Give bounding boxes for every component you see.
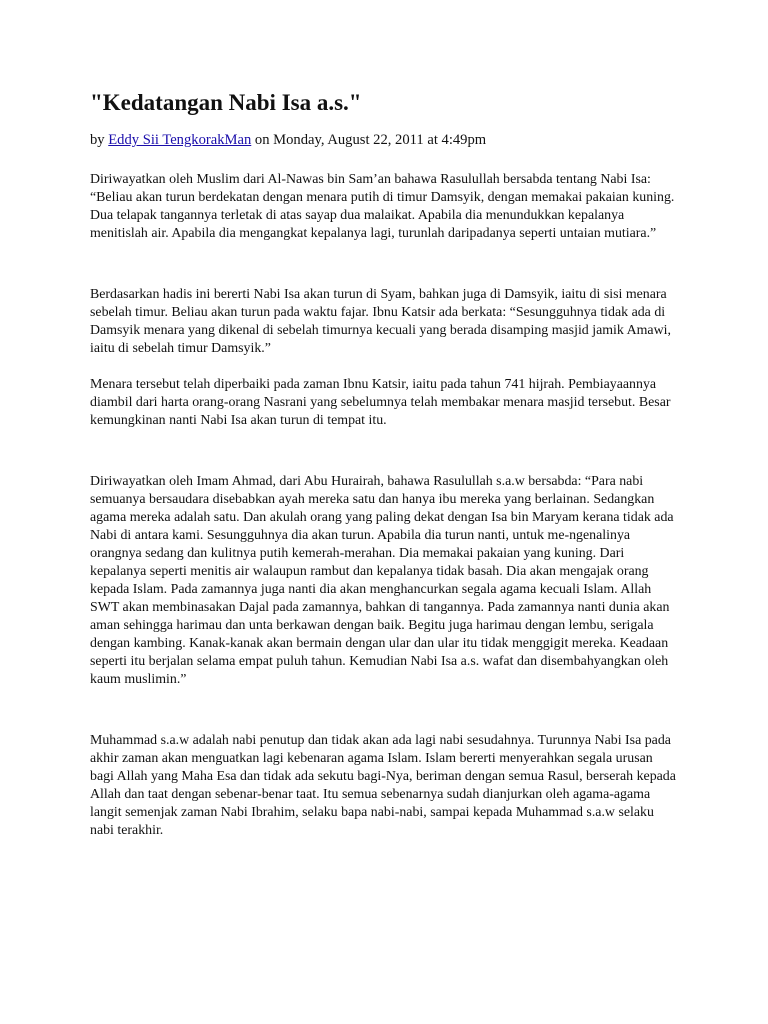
paragraph-spacer	[90, 689, 678, 732]
paragraph-3: Menara tersebut telah diperbaiki pada zaman Ibnu Katsir, iaitu pada tahun 741 hijrah. Pembiayaannya diambil dari harta orang-orang Nasrani yang sebelumnya telah membakar menara masjid tersebut. Besar kemungkinan nanti Nabi Isa akan turun di tempat itu.	[90, 377, 671, 428]
byline	[90, 130, 678, 150]
paragraph-1: Diriwayatkan oleh Muslim dari Al-Nawas bin Sam’an bahawa Rasulullah bersabda tentang Nabi Isa: “Beliau akan turun berdekatan dengan menara putih di timur Damsyik, dengan memakai pakaian kuning. Dua telapak tangannya terletak di atas sayap dua malaikat. Apabila dia menundukkan kepalanya menitislah air. Apabila dia mengangkat kepalanya lagi, turunlah daripadanya seperti untaian mutiara.”	[90, 172, 675, 241]
paragraph-spacer	[90, 358, 678, 376]
document-page	[90, 88, 678, 840]
paragraph-4: Diriwayatkan oleh Imam Ahmad, dari Abu Hurairah, bahawa Rasulullah s.a.w bersabda: “Para nabi semuanya bersaudara disebabkan ayah mereka satu dan hanya ibu mereka yang berlainan. Sedangkan agama mereka adalah satu. Dan akulah orang yang paling dekat dengan Isa bin Maryam kerana tidak ada Nabi di antara kami. Sesungguhnya dia akan turun. Apabila dia turun nanti, untuk me-ngenalinya orangnya sedang dan kulitnya putih kemerah-merahan. Dia memakai pakaian yang kuning. Dari kepalanya seperti menitis air walaupun rambut dan kepalanya tidak basah. Dia akan mengajak orang kepada Islam. Pada zamannya juga nanti dia akan menghancurkan segala agama kecuali Islam. Allah SWT akan membinasakan Dajal pada zamannya, bahkan di tangannya. Pada zamannya nanti dunia akan aman sehingga harimau dan unta berkawan dengan baik. Begitu juga harimau dengan lembu, serigala dengan kambing. Kanak-kanak akan bermain dengan ular dan ular itu tidak menggigit mereka. Keadaan seperti itu berjalan selama empat puluh tahun. Kemudian Nabi Isa a.s. wafat dan disembahyangkan oleh kaum muslimin.”	[90, 474, 674, 687]
paragraph-2: Berdasarkan hadis ini bererti Nabi Isa akan turun di Syam, bahkan juga di Damsyik, iaitu di sisi menara sebelah timur. Beliau akan turun pada waktu fajar. Ibnu Katsir ada berkata: “Sesungguhnya tidak ada di Damsyik menara yang dikenal di sebelah timurnya kecuali yang berada disamping masjid jamik Amawi, iaitu di sebelah timur Damsyik.”	[90, 287, 671, 356]
document-title: "Kedatangan Nabi Isa a.s."	[90, 90, 362, 115]
paragraph-spacer	[90, 243, 678, 286]
post-date: on Monday, August 22, 2011 at 4:49pm	[254, 132, 487, 148]
author-link[interactable]: Eddy Sii TengkorakMan	[108, 132, 252, 148]
paragraph-spacer	[90, 430, 678, 473]
paragraph-5: Muhammad s.a.w adalah nabi penutup dan tidak akan ada lagi nabi sesudahnya. Turunnya Nabi Isa pada akhir zaman akan menguatkan lagi kebenaran agama Islam. Islam bererti menyerahkan segala urusan bagi Allah yang Maha Esa dan tidak ada sekutu bagi-Nya, beriman dengan semua Rasul, berserah kepada Allah dan taat dengan sebenar-benar taat. Itu semua sebenarnya sudah dianjurkan oleh agama-agama langit semenjak zaman Nabi Ibrahim, selaku bapa nabi-nabi, sampai kepada Muhammad s.a.w selaku nabi terakhir.	[90, 733, 676, 838]
byline-prefix: by	[90, 132, 105, 148]
